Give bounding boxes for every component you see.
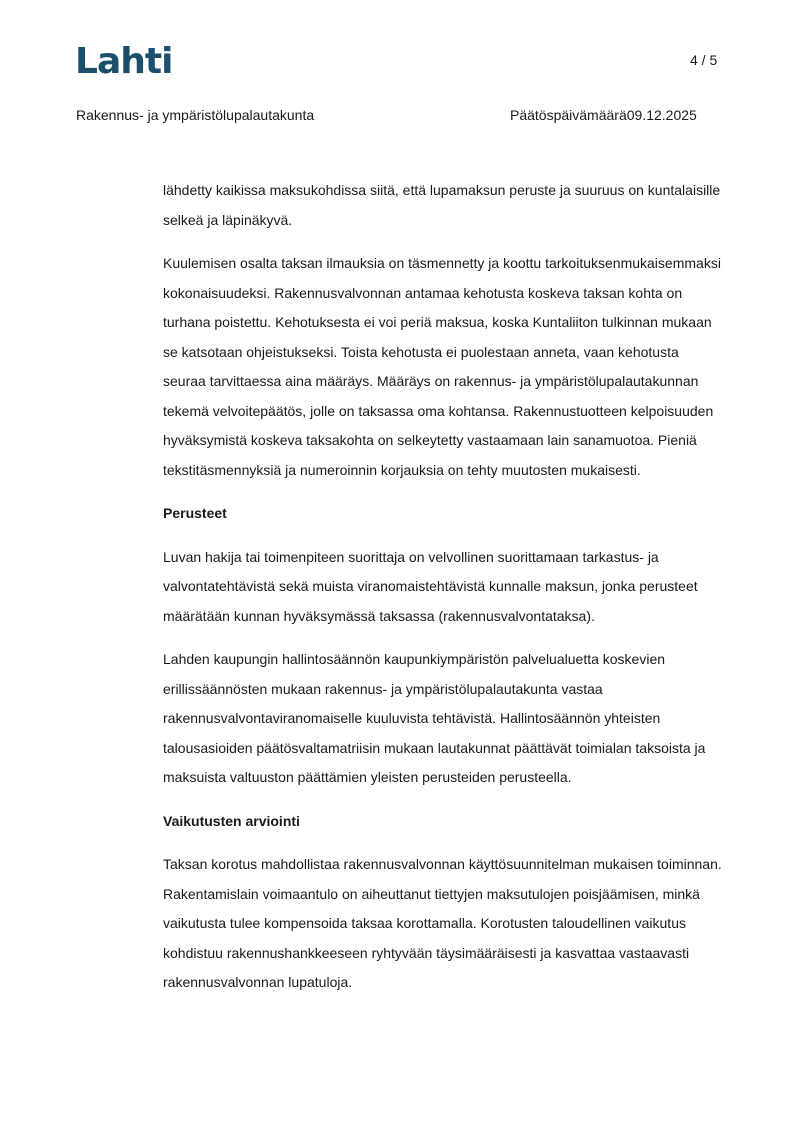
paragraph: Lahden kaupungin hallintosäännön kaupunkiympäristön palvelualuetta koskevien erillissäännösten mukaan rakennus- ja ympäristölupalautakunta vastaa rakennusvalvontaviranomaiselle kuuluvista tehtävistä. Hallintosäännön yhteisten talousasioiden päätösvaltamatriisin mukaan lautakunnat päättävät toimialan taksoista ja maksuista valtuuston päättämien yleisten perusteiden perusteella.	[163, 651, 706, 785]
paragraph: Kuulemisen osalta taksan ilmauksia on täsmennetty ja koottu tarkoituksenmukaisemmaksi kokonaisuudeksi. Rakennusvalvonnan antamaa kehotusta koskeva taksan kohta on turhana poistettu. Kehotuksesta ei voi periä maksua, koska Kuntaliiton tulkinnan mukaan se katsotaan ohjeistukseksi. Toista kehotusta ei puolestaan anneta, vaan kehotusta seuraa tarvittaessa aina määräys. Määräys on rakennus- ja ympäristölupalautakunnan tekemä velvoitepäätös, jolle on taksassa oma kohtansa. Rakennustuotteen kelpoisuuden hyväksymistä koskeva taksakohta on selkeytetty vastaamaan lain sanamuotoa. Pieniä tekstitäsmennyksiä ja numeroinnin korjauksia on tehty muutosten mukaisesti.	[163, 255, 721, 478]
lahti-logo: Lahti	[75, 41, 173, 82]
paragraph: Taksan korotus mahdollistaa rakennusvalvonnan käyttösuunnitelman mukaisen toiminnan. Rakentamislain voimaantulo on aiheuttanut tiettyjen maksutulojen poisjäämisen, minkä vaikutusta tulee kompensoida taksaa korottamalla. Korotusten taloudellinen vaikutus kohdistuu rakennushankkeeseen ryhtyvään täysimääräisesti ja kasvattaa vastaavasti rakennusvalvonnan lupatuloja.	[163, 856, 722, 990]
section-heading-vaikutusten-arviointi: Vaikutusten arviointi	[163, 812, 300, 829]
paragraph: Luvan hakija tai toimenpiteen suorittaja on velvollinen suorittamaan tarkastus- ja valvontatehtävistä sekä muista viranomaistehtävistä kunnalle maksun, jonka perusteet määrätään kunnan hyväksymässä taksassa (rakennusvalvontataksa).	[163, 548, 698, 624]
document-body	[163, 176, 723, 1012]
page-number: 4 / 5	[690, 52, 718, 68]
committee-name: Rakennus- ja ympäristölupalautakunta	[76, 107, 315, 123]
paragraph: lähdetty kaikissa maksukohdissa siitä, että lupamaksun peruste ja suuruus on kuntalaisille selkeä ja läpinäkyvä.	[163, 182, 721, 228]
section-heading-perusteet: Perusteet	[163, 505, 227, 521]
decision-date: Päätöspäivämäärä09.12.2025	[510, 107, 697, 123]
